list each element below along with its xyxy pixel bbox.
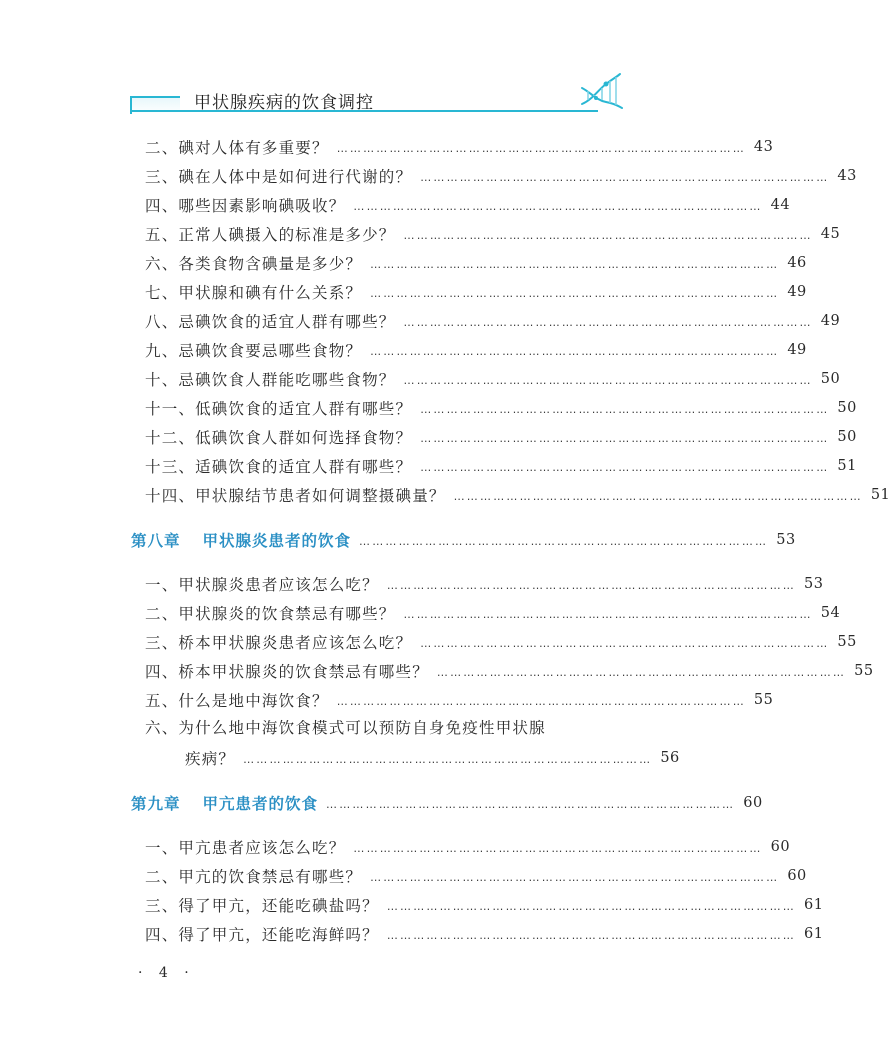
toc-entry[interactable] xyxy=(145,221,841,247)
dot-leader: ………………………………………………………………………………… xyxy=(359,534,769,548)
dot-leader: ………………………………………………………………………………… xyxy=(353,841,763,855)
toc-entry[interactable] xyxy=(145,892,824,918)
toc-entry-page: 60 xyxy=(787,868,807,884)
toc-entry-page: 60 xyxy=(770,839,791,855)
toc-entry-page: 46 xyxy=(787,255,807,271)
toc-entry-title: 十一、低碘饮食的适宜人群有哪些？ xyxy=(145,400,413,418)
toc-entry-title: 三、碘在人体中是如何进行代谢的？ xyxy=(145,168,413,186)
toc-entry-page: 61 xyxy=(804,897,824,913)
page-number: · 4 · xyxy=(138,965,195,981)
toc-entry-wrapped-line2[interactable] xyxy=(185,745,680,771)
toc-entry[interactable] xyxy=(145,163,857,189)
toc-entry-title: 七、甲状腺和碘有什么关系？ xyxy=(145,284,363,302)
toc-entry-title: 九、忌碘饮食要忌哪些食物？ xyxy=(145,342,363,360)
toc-entry[interactable] xyxy=(145,921,824,947)
dot-leader: ………………………………………………………………………………… xyxy=(420,431,830,445)
chapter-heading[interactable] xyxy=(131,790,763,816)
dot-leader: ………………………………………………………………………………… xyxy=(386,928,797,942)
toc-entry-title: 三、桥本甲状腺炎患者应该怎么吃？ xyxy=(145,634,413,652)
toc-entry-page: 55 xyxy=(837,634,857,650)
toc-entry-page: 55 xyxy=(753,692,774,708)
dot-leader: ………………………………………………………………………………… xyxy=(326,797,736,811)
toc-entry-title: 五、正常人碘摄入的标准是多少？ xyxy=(145,226,396,244)
dot-leader: ………………………………………………………………………………… xyxy=(243,752,653,766)
toc-entry-page: 45 xyxy=(820,226,841,242)
chapter-page: 53 xyxy=(776,532,796,548)
toc-entry-title: 十四、甲状腺结节患者如何调整摄碘量？ xyxy=(145,487,446,505)
toc-entry-title: 二、甲状腺炎的饮食禁忌有哪些？ xyxy=(145,605,396,623)
dot-leader: ………………………………………………………………………………… xyxy=(453,489,863,503)
toc-entry-page: 49 xyxy=(787,342,807,358)
chapter-number: 第八章 xyxy=(131,532,181,550)
toc-entry[interactable] xyxy=(145,366,841,392)
toc-entry-title: 二、碘对人体有多重要？ xyxy=(145,139,329,157)
chapter-title: 甲亢患者的饮食 xyxy=(202,795,319,813)
toc-entry[interactable] xyxy=(145,863,807,889)
toc-entry-page: 53 xyxy=(804,576,824,592)
dot-leader: ………………………………………………………………………………… xyxy=(436,665,847,679)
dot-leader: ………………………………………………………………………………… xyxy=(370,344,780,358)
chapter-heading[interactable] xyxy=(131,527,796,553)
toc-entry-page: 49 xyxy=(787,284,807,300)
toc-entry-title: 四、桥本甲状腺炎的饮食禁忌有哪些？ xyxy=(145,663,429,681)
dot-leader: ………………………………………………………………………………… xyxy=(420,170,830,184)
toc-entry-title: 四、得了甲亢，还能吃海鲜吗？ xyxy=(145,926,379,944)
toc-entry-title: 五、什么是地中海饮食？ xyxy=(145,692,329,710)
dot-leader: ………………………………………………………………………………… xyxy=(420,402,830,416)
toc-entry[interactable] xyxy=(145,395,857,421)
toc-entry-page: 51 xyxy=(870,487,890,503)
dot-leader: ………………………………………………………………………………… xyxy=(370,870,780,884)
toc-entry-page: 49 xyxy=(820,313,841,329)
toc-entry[interactable] xyxy=(145,629,857,655)
dot-leader: ………………………………………………………………………………… xyxy=(386,899,797,913)
dot-leader: ………………………………………………………………………………… xyxy=(353,199,763,213)
toc-entry[interactable] xyxy=(145,658,874,684)
dot-leader: ………………………………………………………………………………… xyxy=(370,286,780,300)
toc-entry-page: 61 xyxy=(804,926,824,942)
toc-entry-title: 四、哪些因素影响碘吸收？ xyxy=(145,197,346,215)
toc-entry-page: 50 xyxy=(820,371,841,387)
toc-entry[interactable] xyxy=(145,834,791,860)
toc-entry-page: 56 xyxy=(660,750,680,766)
dot-leader: ………………………………………………………………………………… xyxy=(420,636,830,650)
dot-leader: ………………………………………………………………………………… xyxy=(403,607,813,621)
toc-entry-title: 一、甲亢患者应该怎么吃？ xyxy=(145,839,346,857)
toc-entry-page: 44 xyxy=(770,197,791,213)
toc-entry-page: 50 xyxy=(837,429,857,445)
toc-entry[interactable] xyxy=(145,600,841,626)
toc-entry-title: 十、忌碘饮食人群能吃哪些食物？ xyxy=(145,371,396,389)
running-header xyxy=(130,70,620,114)
toc-entry-title: 六、为什么地中海饮食模式可以预防自身免疫性甲状腺 xyxy=(145,719,546,737)
toc-entry-title-continued: 疾病？ xyxy=(185,750,236,768)
toc-entry[interactable] xyxy=(145,337,807,363)
dot-leader: ………………………………………………………………………………… xyxy=(420,460,830,474)
toc-entry[interactable] xyxy=(145,308,841,334)
dot-leader: ………………………………………………………………………………… xyxy=(336,141,746,155)
toc-entry-title: 三、得了甲亢，还能吃碘盐吗？ xyxy=(145,897,379,915)
toc-entry[interactable] xyxy=(145,279,807,305)
toc-entry-page: 43 xyxy=(837,168,857,184)
toc-entry-page: 54 xyxy=(820,605,841,621)
toc-entry[interactable] xyxy=(145,424,857,450)
dot-leader: ………………………………………………………………………………… xyxy=(370,257,780,271)
dna-helix-icon xyxy=(576,70,624,114)
toc-entry-wrapped-line1[interactable] xyxy=(145,716,620,742)
toc-entry-page: 50 xyxy=(837,400,857,416)
toc-entry[interactable] xyxy=(145,453,857,479)
toc-entry-title: 一、甲状腺炎患者应该怎么吃？ xyxy=(145,576,379,594)
dot-leader: ………………………………………………………………………………… xyxy=(403,228,813,242)
toc-entry[interactable] xyxy=(145,571,824,597)
dot-leader: ………………………………………………………………………………… xyxy=(403,315,813,329)
chapter-page: 60 xyxy=(743,795,763,811)
chapter-title: 甲状腺炎患者的饮食 xyxy=(202,532,352,550)
dot-leader: ………………………………………………………………………………… xyxy=(386,578,797,592)
chapter-number: 第九章 xyxy=(131,795,181,813)
toc-entry-title: 八、忌碘饮食的适宜人群有哪些？ xyxy=(145,313,396,331)
toc-entry[interactable] xyxy=(145,482,890,508)
toc-entry-page: 43 xyxy=(753,139,774,155)
toc-entry-page: 55 xyxy=(854,663,874,679)
toc-entry-title: 二、甲亢的饮食禁忌有哪些？ xyxy=(145,868,363,886)
toc-entry[interactable] xyxy=(145,250,807,276)
toc-entry-title: 十三、适碘饮食的适宜人群有哪些？ xyxy=(145,458,413,476)
toc-entry[interactable] xyxy=(145,687,774,713)
toc-entry-title: 六、各类食物含碘量是多少？ xyxy=(145,255,363,273)
toc-entry-page: 51 xyxy=(837,458,857,474)
toc-entry[interactable] xyxy=(145,192,791,218)
dot-leader: ………………………………………………………………………………… xyxy=(336,694,746,708)
toc-entry[interactable] xyxy=(145,134,774,160)
dot-leader: ………………………………………………………………………………… xyxy=(403,373,813,387)
running-header-title: 甲状腺疾病的饮食调控 xyxy=(194,93,374,113)
toc-entry-title: 十二、低碘饮食人群如何选择食物？ xyxy=(145,429,413,447)
